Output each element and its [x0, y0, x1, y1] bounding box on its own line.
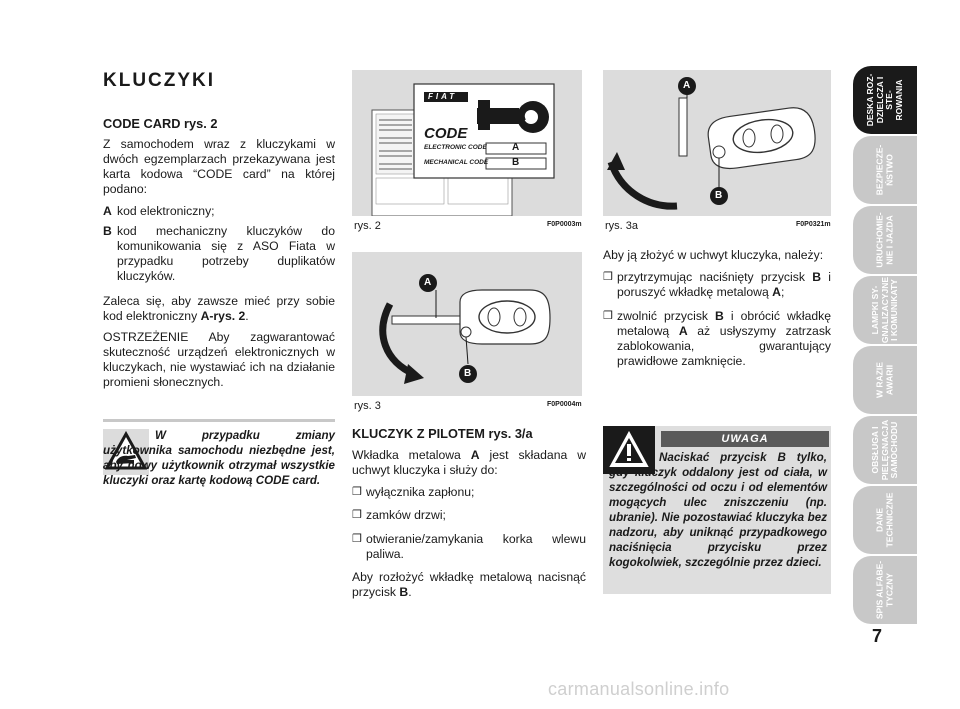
tab-emergency[interactable] — [853, 346, 917, 414]
fold-step-1-text — [617, 270, 831, 300]
figure-code-card — [352, 70, 582, 216]
figure-key-unfold — [352, 252, 582, 396]
fig3-code: F0P0004m — [547, 401, 582, 408]
tab-label: BEZPIECZE- ŃSTWO — [874, 144, 894, 196]
tab-starting-driving[interactable] — [853, 206, 917, 274]
use-text: otwieranie/zamykania korka wlewu paliwa. — [366, 532, 586, 561]
checkbox-bullet-icon: ❒ — [352, 486, 362, 498]
tab-label: LAMPKI SY- GNALIZACYJNE I KOMUNIKATY — [869, 276, 899, 344]
fold-step-1 — [603, 270, 831, 300]
card-row-b: B — [512, 157, 520, 168]
figure-key-fold — [603, 70, 831, 216]
tab-dashboard-controls[interactable] — [853, 66, 917, 134]
step2-end: aż usłyszymy zatrzask zablokowania, gwarantujący prawidłowe zamknięcie. — [617, 324, 832, 368]
code-card-illustration — [352, 70, 582, 216]
tab-index[interactable] — [853, 556, 917, 624]
step1-key-a: A — [772, 285, 781, 299]
code-card-advice — [103, 294, 335, 324]
checkbox-bullet-icon: ❒ — [603, 271, 613, 283]
use-text: wyłącznika zapłonu; — [366, 485, 475, 499]
use-item-ignition — [352, 485, 586, 500]
step1-key-b: B — [812, 270, 822, 284]
page-title: KLUCZYKI — [103, 70, 216, 91]
uwaga-box — [603, 426, 831, 594]
checkbox-bullet-icon: ❒ — [352, 509, 362, 521]
code-card-intro: Z samochodem wraz z kluczykami w dwóch egzemplarzach przekazywana jest karta kodowa “CODE card” na której podano: — [103, 137, 335, 196]
def-text-b: kod mechaniczny kluczyków do komunikowania się z ASO Fiata w przypadku potrzeby duplikatów kluczyków. — [117, 224, 335, 283]
uwaga-text: Naciskać przycisk B tylko, gdy kluczyk oddalony jest od ciała, w szczególności od oczu i od elementów mogących ulec zniszczeniu (np. ubranie). Nie pozostawiać kluczyka bez nadzoru, aby uniknąć przypadkowego naciśnięcia przycisku przez kogokolwiek, szczególnie przez dzieci. — [609, 451, 827, 569]
card-electronic-label: ELECTRONIC CODE — [424, 144, 487, 151]
page-number: 7 — [872, 626, 883, 646]
note-box — [103, 419, 335, 507]
use-item-fuel-cap — [352, 532, 586, 562]
fig3-label-b: B — [464, 368, 472, 379]
fig3-caption: rys. 3 — [354, 400, 381, 412]
card-code-title: CODE — [424, 125, 468, 142]
intro-text: Wkładka metalowa — [352, 448, 471, 462]
intro-end: jest składana w uchwyt kluczyka i służy do: — [352, 448, 586, 477]
def-key-a: A — [103, 204, 112, 218]
remote-key-heading: KLUCZYK Z PILOTEM rys. 3/a — [352, 426, 533, 441]
tab-label: W RAZIE AWARII — [874, 362, 894, 398]
step2-text: zwolnić przycisk — [617, 309, 716, 323]
tab-label: SPIS ALFABE- TYCZNY — [874, 560, 894, 620]
step1-mid: i poruszyć wkładkę metalową — [617, 270, 831, 299]
step2-key-a: A — [678, 324, 688, 338]
tab-maintenance[interactable] — [853, 416, 917, 484]
tab-safety[interactable] — [853, 136, 917, 204]
unfold-text: Aby rozłożyć wkładkę metalową nacisnąć przycisk — [352, 570, 586, 599]
step2-mid: i obrócić wkładkę metalową — [617, 309, 831, 338]
fig3a-caption: rys. 3a — [605, 220, 639, 232]
fig2-code: F0P0003m — [547, 221, 582, 228]
intro-key: A — [470, 448, 480, 462]
watermark: carmanualsonline.info — [548, 679, 730, 699]
unfold-key: B — [399, 585, 409, 599]
fig3-label-a: A — [424, 277, 432, 288]
uwaga-label: UWAGA — [721, 433, 769, 445]
tab-label: DANE TECHNICZNE — [874, 492, 894, 548]
advice-ref: A-rys. 2 — [200, 309, 246, 323]
code-card-warning: OSTRZEŻENIE Aby zagwarantować skuteczność urządzeń elektronicznych w kluczykach, nie wystawiać ich na działanie promieni słonecznych. — [103, 330, 335, 389]
fig2-caption: rys. 2 — [354, 220, 381, 232]
step2-key-b: B — [715, 309, 724, 323]
code-def-a — [103, 204, 335, 219]
fig3a-label-b: B — [715, 190, 723, 201]
unfold-instruction — [352, 570, 586, 600]
unfold-end: . — [408, 585, 412, 599]
step1-text: przytrzymując naciśnięty przycisk — [617, 270, 813, 284]
checkbox-bullet-icon: ❒ — [603, 310, 613, 322]
use-item-doors — [352, 508, 586, 523]
remote-key-intro — [352, 448, 586, 478]
tab-label: DESKA ROZ- DZIELCZA I STE- ROWANIA — [865, 73, 904, 127]
code-def-b — [103, 224, 335, 284]
advice-end: . — [245, 309, 249, 323]
fold-step-2 — [603, 309, 831, 369]
fold-step-2-text — [617, 309, 831, 369]
note-rule-top — [103, 419, 335, 422]
tab-warning-lights[interactable] — [853, 276, 917, 344]
tab-label: OBSŁUGA I PIELĘGNACJA SAMOCHODU — [869, 419, 899, 481]
checkbox-bullet-icon: ❒ — [352, 533, 362, 545]
card-row-a: A — [512, 142, 520, 153]
use-text: zamków drzwi; — [366, 508, 446, 522]
card-brand: FIAT — [428, 92, 458, 101]
step1-end: ; — [780, 285, 785, 299]
def-text-a: kod elektroniczny; — [117, 204, 215, 218]
code-card-heading: CODE CARD rys. 2 — [103, 116, 218, 131]
card-mechanical-label: MECHANICAL CODE — [424, 159, 489, 166]
advice-text: Zaleca się, aby zawsze mieć przy sobie kod elektroniczny — [103, 294, 335, 323]
note-text: W przypadku zmiany użytkownika samochodu niezbędne jest, aby nowy użytkownik otrzymał wszystkie kluczyki oraz kartę kodową CODE card. — [103, 429, 335, 487]
fig3a-code: F0P0321m — [796, 221, 831, 228]
tab-technical-data[interactable] — [853, 486, 917, 554]
fold-intro: Aby ją złożyć w uchwyt kluczyka, należy: — [603, 248, 824, 262]
tab-label: URUCHOMIE- NIE I JAZDA — [874, 212, 894, 268]
def-key-b: B — [103, 224, 112, 238]
fig3a-label-a: A — [683, 80, 691, 91]
